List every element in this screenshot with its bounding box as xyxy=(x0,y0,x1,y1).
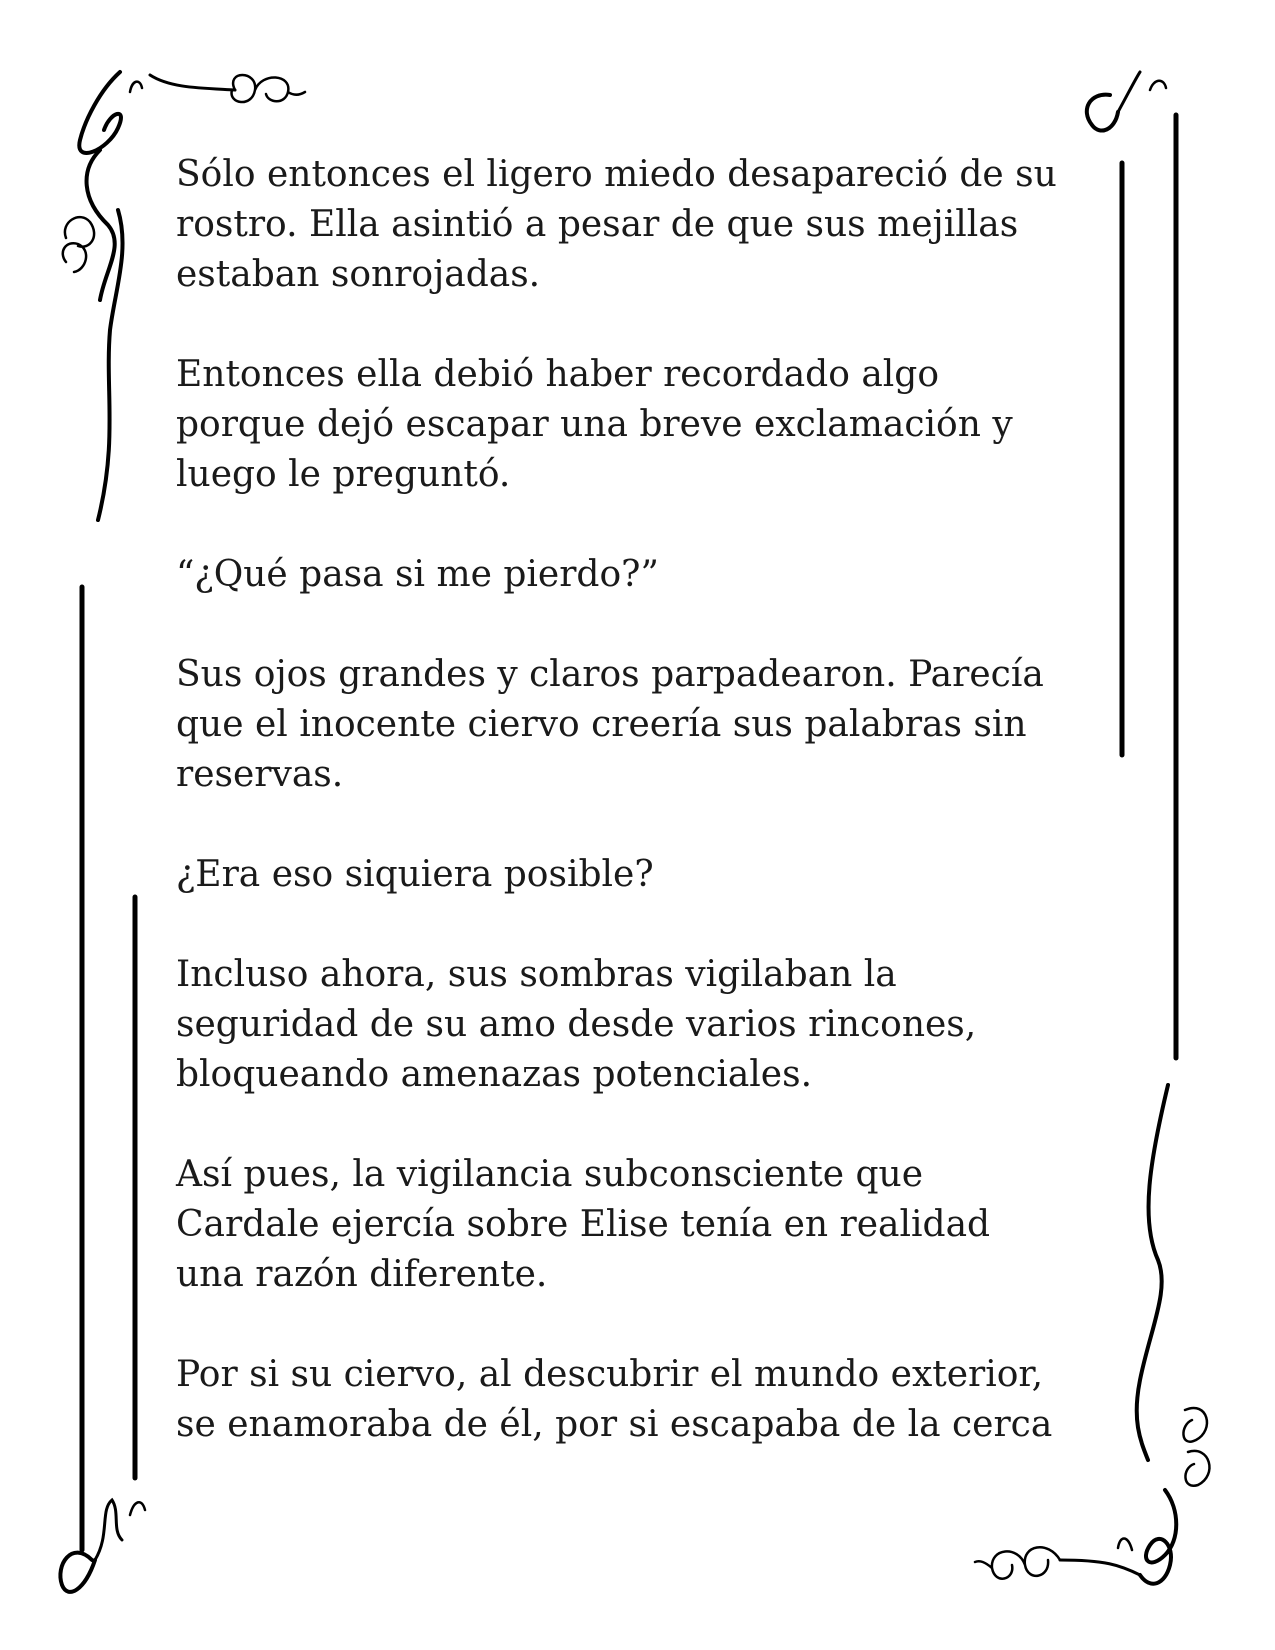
page-text xyxy=(176,150,1106,1500)
dialogue-line: “¿Qué pasa si me pierdo?” xyxy=(176,554,659,595)
paragraph: Por si su ciervo, al descubrir el mundo exterior, se enamoraba de él, por si escapaba de la cerca xyxy=(176,1354,1053,1445)
paragraph: Entonces ella debió haber recordado algo porque dejó escapar una breve exclamación y luego le preguntó. xyxy=(176,354,1013,495)
paragraph: ¿Era eso siquiera posible? xyxy=(176,854,654,895)
bottom-left-flourish xyxy=(60,1500,145,1592)
paragraph: Sólo entonces el ligero miedo desapareció de su rostro. Ella asintió a pesar de que sus mejillas estaban sonrojadas. xyxy=(176,154,1057,295)
top-right-flourish xyxy=(1087,72,1166,131)
paragraph: Incluso ahora, sus sombras vigilaban la seguridad de su amo desde varios rincones, bloqueando amenazas potenciales. xyxy=(176,954,977,1095)
paragraph: Así pues, la vigilancia subconsciente que Cardale ejercía sobre Elise tenía en realidad una razón diferente. xyxy=(176,1154,991,1295)
paragraph: Sus ojos grandes y claros parpadearon. Parecía que el inocente ciervo creería sus palabras sin reservas. xyxy=(176,654,1044,795)
